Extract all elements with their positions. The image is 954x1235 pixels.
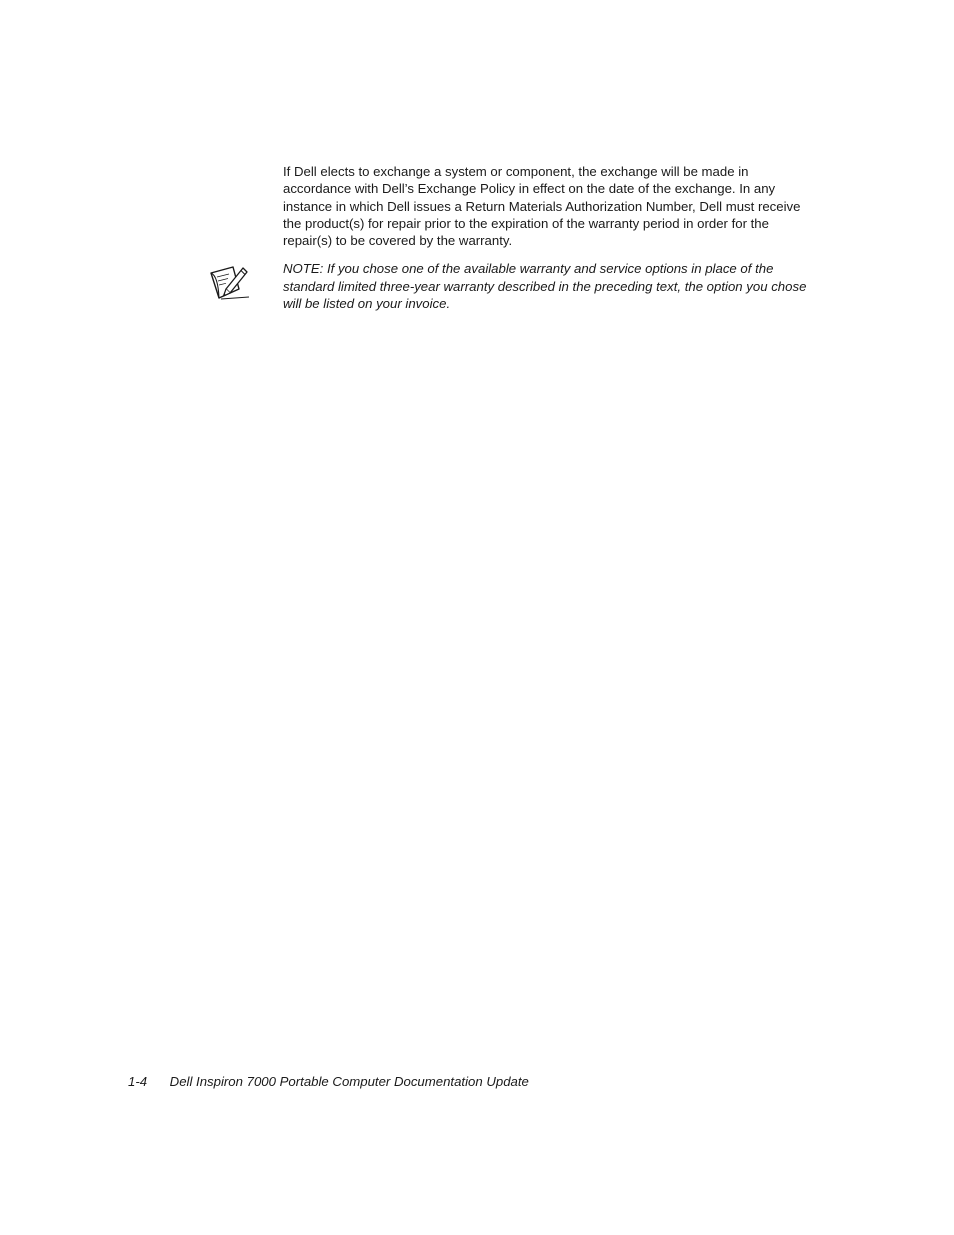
footer-title: Dell Inspiron 7000 Portable Computer Documentation Update: [169, 1074, 529, 1089]
body-paragraph: If Dell elects to exchange a system or component, the exchange will be made in accordance with Dell’s Exchange Policy in effect on the date of the exchange. In any instance in which Dell issues a Return Materials Authorization Number, Dell must receive the product(s) for repair prior to the expiration of the warranty period in order for the repair(s) to be covered by the warranty.: [283, 164, 801, 249]
note-pencil-icon: [209, 264, 251, 302]
page-footer: [128, 1074, 529, 1089]
page-number: 1-4: [128, 1074, 148, 1089]
note-text: NOTE: If you chose one of the available warranty and service options in place of the standard limited three-year warranty described in the preceding text, the option you chose will be listed on your invoice.: [283, 261, 807, 312]
